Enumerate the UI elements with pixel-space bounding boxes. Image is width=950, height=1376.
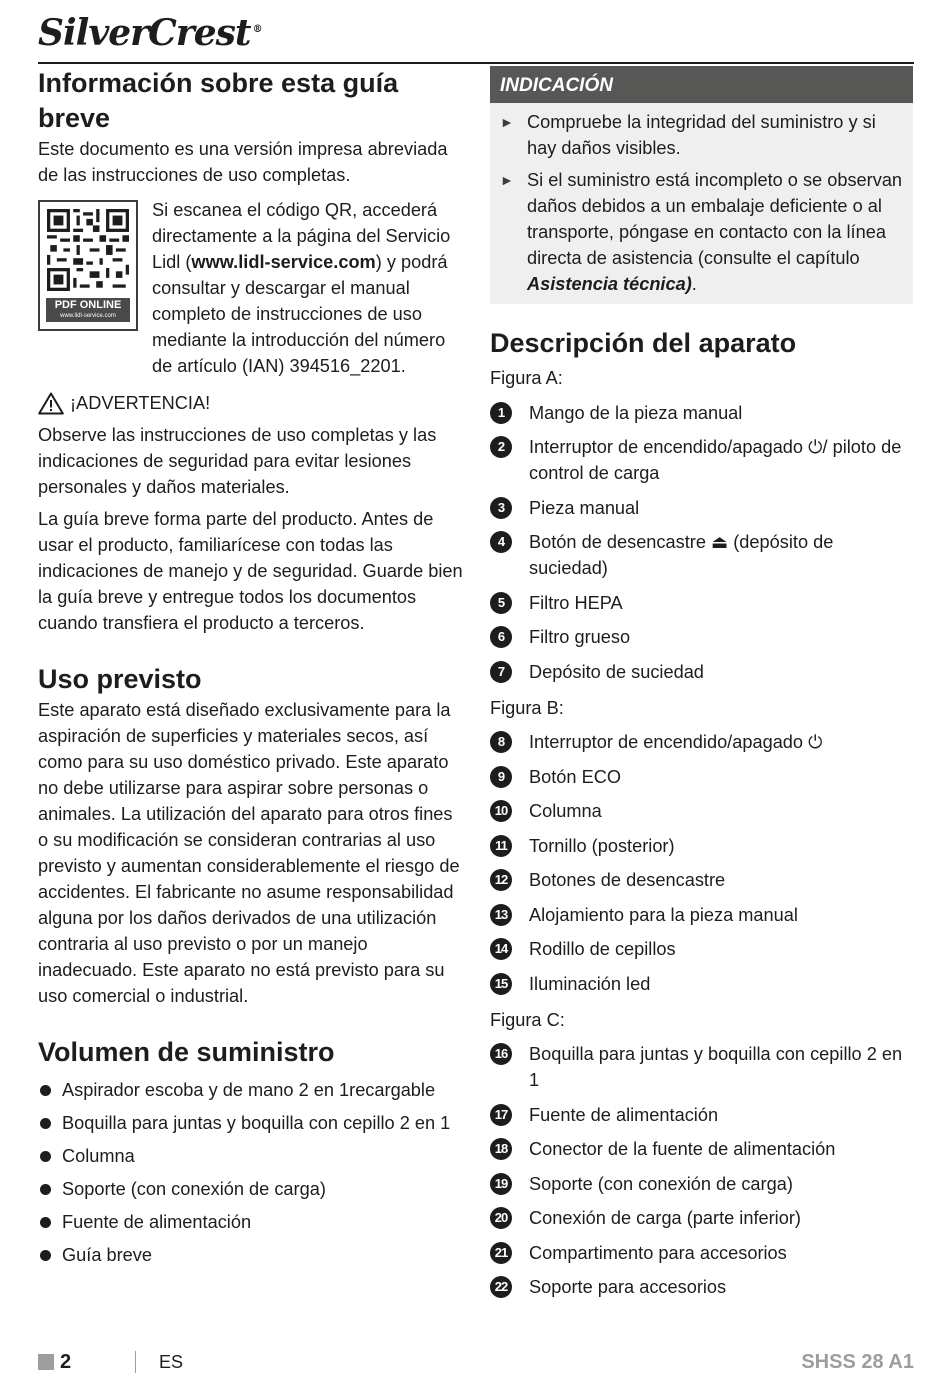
parts-list-c [490,1041,913,1300]
part-label: Mango de la pieza manual [529,402,743,423]
figure-c-label: Figura C: [490,1009,565,1030]
bullet-icon [40,1217,51,1228]
part-item [490,529,913,581]
heading-description: Descripción del aparato [490,328,797,358]
part-number-badge: 10 [490,800,512,822]
arrow-right-icon: ► [500,114,514,130]
part-number-badge: 21 [490,1242,512,1264]
footer-marker [38,1354,54,1370]
note-item-text: Compruebe la integridad del suministro y si hay daños visibles. [527,112,876,158]
note-item-text [527,167,903,297]
part-number-badge: 1 [490,402,512,424]
note-text-after: . [691,274,697,294]
pdf-online-label [46,298,130,322]
part-item [490,729,913,755]
qr-text-before: Si escanea el código QR, accederá directamente a la página del Servicio Lidl ( [152,200,451,272]
part-item [490,400,913,426]
note-box [490,66,913,304]
heading-intended-use: Uso previsto [38,664,202,694]
intended-use-text: Este aparato está diseñado exclusivamente para la aspiración de superficies y materiales secos, así como para su uso doméstico privado. Este aparato no debe utilizarse para aspirar sobre personas o animales. La utilización del aparato para otros fines o su modificación se consideran contrarias al uso previsto y aumentan considerablemente el riesgo de accidentes. El fabricante no asume responsabilidad alguna por los daños derivados de una utilización contraria al uso previsto o por un manejo inadecuado. Este aparato no está previsto para su uso comercial o industrial. [38,700,460,1006]
part-number-badge: 20 [490,1207,512,1229]
part-number-badge: 6 [490,626,512,648]
pdf-online-url: www.lidl-service.com [60,313,116,319]
language-code: ES [159,1352,184,1372]
part-number-badge: 9 [490,766,512,788]
figure-a-label: Figura A: [490,368,563,388]
part-item [490,434,913,486]
part-item [490,798,913,824]
part-label: Alojamiento para la pieza manual [529,904,798,925]
list-item [38,1173,463,1206]
service-link[interactable]: www.lidl-service.com [191,252,376,272]
warning-heading [38,390,463,416]
part-label: Interruptor de encendido/apagado ⏻ [529,732,823,752]
bullet-icon [40,1184,51,1195]
page-footer [38,1348,914,1376]
brand-logo [38,8,262,55]
parts-list-a [490,400,913,685]
part-label: Soporte para accesorios [529,1277,727,1297]
part-item [490,1171,913,1197]
warning-text: Observe las instrucciones de uso completas y las indicaciones de seguridad para evitar lesiones personales y daños materiales. [38,425,437,497]
part-label: Tornillo (posterior) [529,835,675,856]
part-label: Filtro HEPA [529,592,623,613]
part-item [490,971,913,997]
part-item [490,624,913,650]
part-item [490,495,913,521]
part-label: Soporte (con conexión de carga) [529,1173,793,1194]
page-header [38,6,914,64]
part-label: Fuente de alimentación [529,1104,719,1125]
heading-guide: Información sobre esta guía breve [38,68,399,133]
list-item [38,1107,463,1140]
part-item [490,659,913,685]
part-label: Iluminación led [529,973,651,994]
qr-badge [38,200,138,331]
part-item [490,1240,913,1266]
note-item [490,167,913,297]
footer-divider [135,1351,136,1373]
parts-list-b [490,729,913,997]
part-number-badge: 17 [490,1104,512,1126]
note-text-before: Si el suministro está incompleto o se observan daños debidos a un embalaje deficiente o al transporte, póngase en contacto con la línea directa de asistencia (consulte el capítulo [527,170,903,268]
part-item [490,764,913,790]
part-number-badge: 8 [490,731,512,753]
bullet-icon [40,1118,51,1129]
part-item [490,1041,913,1093]
list-item [38,1206,463,1239]
part-label: Botón ECO [529,766,621,787]
warning-triangle-icon [38,392,64,415]
part-item [490,867,913,893]
list-item [38,1140,463,1173]
list-item [38,1074,463,1107]
part-item [490,1102,913,1128]
part-number-badge: 4 [490,531,512,553]
part-item [490,1205,913,1231]
page-number: 2 [60,1351,72,1373]
part-label: Botones de desencastre [529,870,726,890]
part-item [490,936,913,962]
part-label: Conexión de carga (parte inferior) [529,1208,801,1228]
part-number-badge: 3 [490,497,512,519]
qr-description [152,197,463,379]
supply-item-label: Boquilla para juntas y boquilla con cepillo 2 en 1 [62,1113,451,1133]
qr-text-after: ) y podrá consultar y descargar el manual completo de instrucciones de uso mediante la introducción del número de artículo (IAN) 394516_2201. [152,252,448,376]
part-item [490,833,913,859]
part-label: Conector de la fuente de alimentación [529,1139,836,1159]
list-item [38,1239,463,1272]
part-number-badge: 15 [490,973,512,995]
part-label: Compartimento para accesorios [529,1242,787,1263]
bullet-icon [40,1250,51,1261]
note-title: INDICACIÓN [490,66,913,103]
part-number-badge: 13 [490,904,512,926]
guide-part-text: La guía breve forma parte del producto. Antes de usar el producto, familiarícese con todas las indicaciones de manejo y de seguridad. Guarde bien la guía breve y entregue todos los documentos cuando transfiera el producto a terceros. [38,509,463,633]
bullet-icon [40,1151,51,1162]
brand-name: SilverCrest [38,12,251,54]
part-label: Pieza manual [529,497,640,518]
part-item [490,590,913,616]
supply-item-label: Soporte (con conexión de carga) [62,1179,326,1199]
part-label: Depósito de suciedad [529,661,704,682]
registered-mark: ® [252,24,262,35]
part-label: Botón de desencastre ⏏ (depósito de suciedad) [529,532,834,578]
supply-item-label: Aspirador escoba y de mano 2 en 1recargable [62,1080,436,1100]
supply-item-label: Fuente de alimentación [62,1212,252,1232]
model-number: SHSS 28 A1 [801,1351,914,1373]
supply-list [38,1074,463,1272]
part-number-badge: 11 [490,835,512,857]
part-number-badge: 7 [490,661,512,683]
figure-b-label: Figura B: [490,697,564,718]
bullet-icon [40,1085,51,1096]
part-number-badge: 18 [490,1138,512,1160]
part-number-badge: 5 [490,592,512,614]
part-number-badge: 14 [490,938,512,960]
part-item [490,1136,913,1162]
part-number-badge: 2 [490,436,512,458]
part-label: Rodillo de cepillos [529,939,676,959]
part-item [490,1274,913,1300]
supply-item-label: Columna [62,1146,135,1166]
intro-text: Este documento es una versión impresa abreviada de las instrucciones de uso completas. [38,139,448,185]
part-number-badge: 16 [490,1043,512,1065]
qr-code-icon [47,209,129,291]
note-chapter-ref: Asistencia técnica) [527,274,692,294]
part-number-badge: 12 [490,869,512,891]
part-number-badge: 22 [490,1276,512,1298]
left-column [38,66,463,1272]
right-column [490,66,913,1300]
part-label: Interruptor de encendido/apagado ⏻/ piloto de control de carga [529,437,902,483]
supply-item-label: Guía breve [62,1245,152,1265]
arrow-right-icon: ► [500,172,514,188]
heading-supply: Volumen de suministro [38,1037,335,1067]
pdf-online-text: PDF ONLINE [54,299,122,311]
part-item [490,902,913,928]
warning-label: ¡ADVERTENCIA! [70,393,211,413]
part-label: Columna [529,801,602,821]
qr-block [38,197,463,379]
note-item [490,109,913,161]
part-label: Boquilla para juntas y boquilla con cepillo 2 en 1 [529,1044,903,1090]
part-label: Filtro grueso [529,627,631,647]
part-number-badge: 19 [490,1173,512,1195]
